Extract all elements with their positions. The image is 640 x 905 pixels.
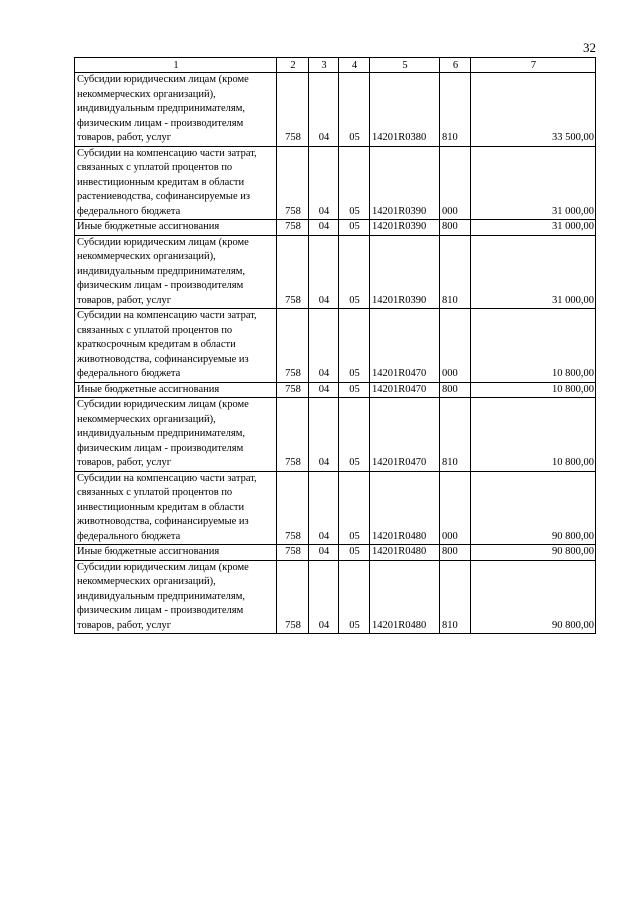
- amount-cell: 33 500,00: [471, 73, 596, 147]
- expense-type-cell: 810: [440, 560, 471, 634]
- column-header: 4: [339, 58, 370, 73]
- column-header: 7: [471, 58, 596, 73]
- table-row: [75, 220, 596, 236]
- header-row: [75, 58, 596, 73]
- table-row: [75, 146, 596, 220]
- target-article-cell: 14201R0480: [370, 560, 440, 634]
- admin-code-cell: 758: [277, 382, 309, 398]
- amount-cell: 31 000,00: [471, 220, 596, 236]
- target-article-cell: 14201R0390: [370, 235, 440, 309]
- admin-code-cell: 758: [277, 146, 309, 220]
- expense-type-cell: 810: [440, 73, 471, 147]
- amount-cell: 90 800,00: [471, 471, 596, 545]
- section-cell: 04: [309, 545, 339, 561]
- admin-code-cell: 758: [277, 545, 309, 561]
- expense-type-cell: 000: [440, 146, 471, 220]
- table-row: [75, 545, 596, 561]
- subsection-cell: 05: [339, 309, 370, 383]
- row-name-cell: Субсидии на компенсацию части затрат, связанных с уплатой процентов по инвестиционным кредитам в области животноводства, софинансируемые из федерального бюджета: [75, 471, 277, 545]
- section-cell: 04: [309, 220, 339, 236]
- target-article-cell: 14201R0480: [370, 471, 440, 545]
- table-row: [75, 398, 596, 472]
- row-name-cell: Субсидии юридическим лицам (кроме некоммерческих организаций), индивидуальным предпринимателям, физическим лицам - производителям товаров, работ, услуг: [75, 398, 277, 472]
- subsection-cell: 05: [339, 545, 370, 561]
- target-article-cell: 14201R0390: [370, 220, 440, 236]
- admin-code-cell: 758: [277, 235, 309, 309]
- expense-type-cell: 800: [440, 382, 471, 398]
- row-name-cell: Субсидии на компенсацию части затрат, связанных с уплатой процентов по инвестиционным кредитам в области растениеводства, софинансируемые из федерального бюджета: [75, 146, 277, 220]
- amount-cell: 90 800,00: [471, 560, 596, 634]
- table-row: [75, 235, 596, 309]
- target-article-cell: 14201R0480: [370, 545, 440, 561]
- row-name-cell: Иные бюджетные ассигнования: [75, 545, 277, 561]
- target-article-cell: 14201R0470: [370, 398, 440, 472]
- section-cell: 04: [309, 309, 339, 383]
- amount-cell: 31 000,00: [471, 146, 596, 220]
- expense-type-cell: 810: [440, 235, 471, 309]
- column-header: 5: [370, 58, 440, 73]
- expense-type-cell: 800: [440, 545, 471, 561]
- table-row: [75, 309, 596, 383]
- budget-table: [74, 57, 596, 634]
- expense-type-cell: 000: [440, 471, 471, 545]
- admin-code-cell: 758: [277, 309, 309, 383]
- table-row: [75, 560, 596, 634]
- admin-code-cell: 758: [277, 398, 309, 472]
- table-row: [75, 73, 596, 147]
- row-name-cell: Субсидии юридическим лицам (кроме некоммерческих организаций), индивидуальным предпринимателям, физическим лицам - производителям товаров, работ, услуг: [75, 73, 277, 147]
- subsection-cell: 05: [339, 73, 370, 147]
- row-name-cell: Субсидии на компенсацию части затрат, связанных с уплатой процентов по краткосрочным кредитам в области животноводства, софинансируемые из федерального бюджета: [75, 309, 277, 383]
- section-cell: 04: [309, 560, 339, 634]
- target-article-cell: 14201R0470: [370, 309, 440, 383]
- section-cell: 04: [309, 398, 339, 472]
- column-header: 3: [309, 58, 339, 73]
- table-row: [75, 382, 596, 398]
- amount-cell: 10 800,00: [471, 309, 596, 383]
- subsection-cell: 05: [339, 235, 370, 309]
- row-name-cell: Иные бюджетные ассигнования: [75, 220, 277, 236]
- row-name-cell: Субсидии юридическим лицам (кроме некоммерческих организаций), индивидуальным предпринимателям, физическим лицам - производителям товаров, работ, услуг: [75, 235, 277, 309]
- amount-cell: 10 800,00: [471, 398, 596, 472]
- section-cell: 04: [309, 235, 339, 309]
- admin-code-cell: 758: [277, 220, 309, 236]
- admin-code-cell: 758: [277, 560, 309, 634]
- expense-type-cell: 000: [440, 309, 471, 383]
- subsection-cell: 05: [339, 382, 370, 398]
- subsection-cell: 05: [339, 398, 370, 472]
- expense-type-cell: 810: [440, 398, 471, 472]
- column-header: 6: [440, 58, 471, 73]
- row-name-cell: Иные бюджетные ассигнования: [75, 382, 277, 398]
- page-number: 32: [583, 40, 596, 55]
- section-cell: 04: [309, 146, 339, 220]
- subsection-cell: 05: [339, 471, 370, 545]
- section-cell: 04: [309, 73, 339, 147]
- target-article-cell: 14201R0390: [370, 146, 440, 220]
- subsection-cell: 05: [339, 146, 370, 220]
- expense-type-cell: 800: [440, 220, 471, 236]
- column-header: 1: [75, 58, 277, 73]
- section-cell: 04: [309, 382, 339, 398]
- table-row: [75, 471, 596, 545]
- amount-cell: 31 000,00: [471, 235, 596, 309]
- column-header: 2: [277, 58, 309, 73]
- section-cell: 04: [309, 471, 339, 545]
- admin-code-cell: 758: [277, 471, 309, 545]
- subsection-cell: 05: [339, 220, 370, 236]
- subsection-cell: 05: [339, 560, 370, 634]
- amount-cell: 90 800,00: [471, 545, 596, 561]
- amount-cell: 10 800,00: [471, 382, 596, 398]
- row-name-cell: Субсидии юридическим лицам (кроме некоммерческих организаций), индивидуальным предпринимателям, физическим лицам - производителям товаров, работ, услуг: [75, 560, 277, 634]
- target-article-cell: 14201R0380: [370, 73, 440, 147]
- admin-code-cell: 758: [277, 73, 309, 147]
- target-article-cell: 14201R0470: [370, 382, 440, 398]
